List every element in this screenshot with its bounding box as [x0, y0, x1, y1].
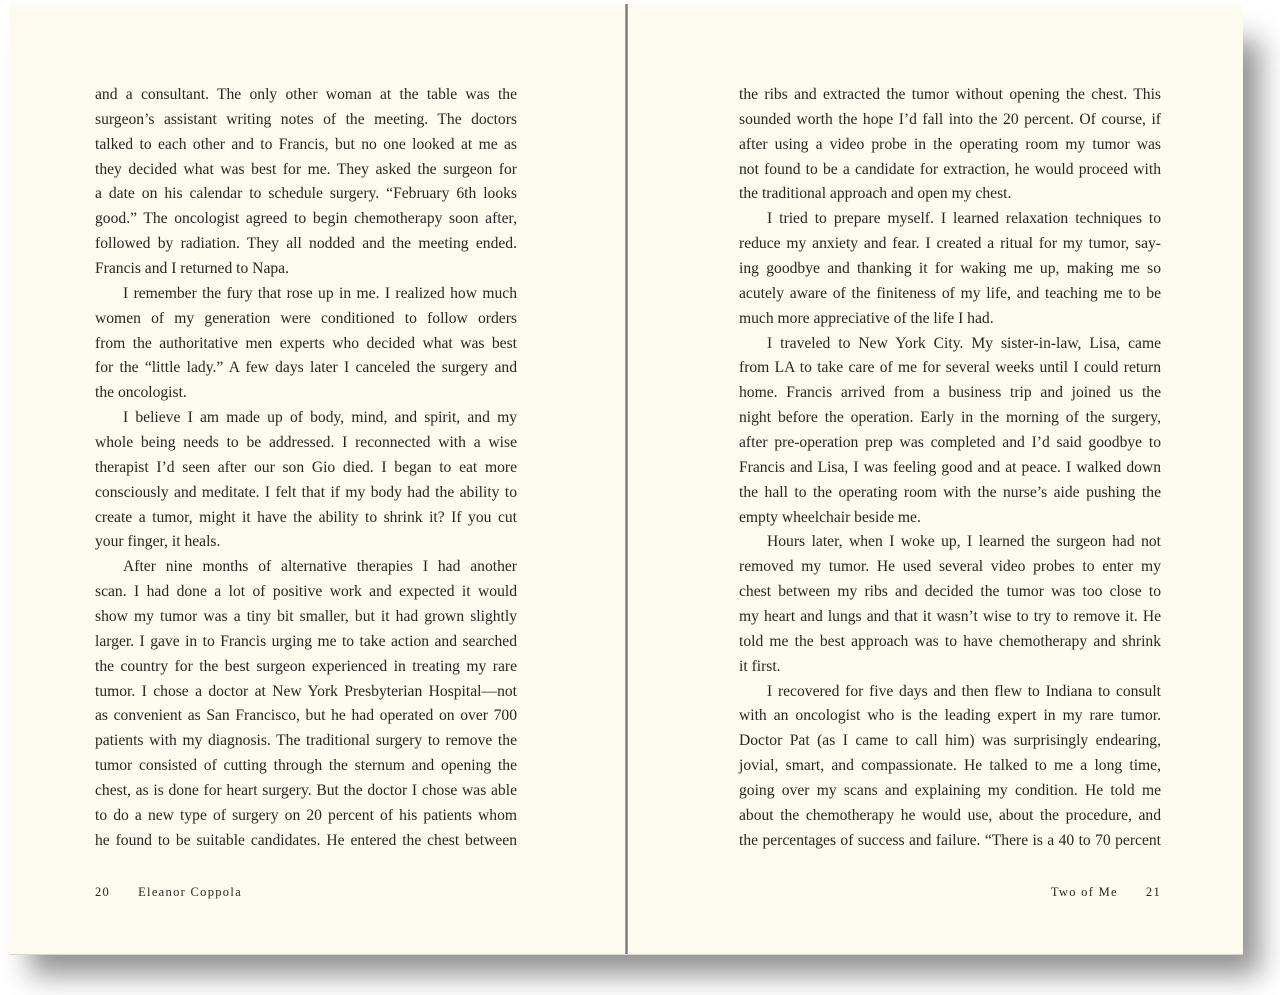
book-spine: [625, 4, 628, 954]
book-spread: [10, 4, 1243, 955]
text-line: about the chemotherapy he would use, about the procedure, and: [739, 806, 1161, 824]
text-line: women of my generation were conditioned to follow orders: [95, 309, 517, 327]
text-line: much more appreciative of the life I had.: [739, 309, 994, 327]
right-page: [629, 4, 1243, 954]
text-line: the ribs and extracted the tumor without opening the chest. This: [739, 86, 1161, 103]
text-line: after pre-operation prep was completed and I’d said goodbye to: [739, 434, 1161, 452]
text-line: not found to be a candidate for extraction, he would proceed with: [739, 160, 1161, 178]
text-line: going over my scans and explaining my condition. He told me: [739, 782, 1161, 800]
text-line: my heart and lungs and that it wasn’t wise to try to remove it. He: [739, 608, 1161, 626]
text-line: Francis and Lisa, I was feeling good and at peace. I walked down: [739, 458, 1161, 476]
text-line: Francis and I returned to Napa.: [95, 260, 289, 278]
text-line: he found to be suitable candidates. He entered the chest between: [95, 831, 517, 849]
text-line: your finger, it heals.: [95, 533, 221, 551]
text-line: from LA to take care of me for several weeks until I could return: [739, 359, 1161, 377]
text-line: I traveled to New York City. My sister-in-law, Lisa, came: [767, 334, 1161, 352]
text-line: larger. I gave in to Francis urging me to take action and searched: [95, 632, 517, 650]
text-line: with an oncologist who is the leading expert in my rare tumor.: [739, 707, 1161, 725]
text-line: create a tumor, might it have the ability to shrink it? If you cut: [95, 508, 517, 526]
text-line: the hall to the operating room with the nurse’s aide pushing the: [739, 483, 1161, 501]
text-line: Hours later, when I woke up, I learned the surgeon had not: [767, 533, 1161, 551]
text-line: consciously and meditate. I felt that if my body had the ability to: [95, 483, 517, 501]
text-line: tumor consisted of cutting through the sternum and opening the: [95, 757, 517, 775]
text-line: good.” The oncologist agreed to begin chemotherapy soon after,: [95, 210, 517, 228]
text-line: night before the operation. Early in the morning of the surgery,: [739, 409, 1161, 427]
text-line: from the authoritative men experts who decided what was best: [95, 334, 517, 352]
text-line: show my tumor was a tiny bit smaller, but it had grown slightly: [95, 608, 517, 626]
text-line: I tried to prepare myself. I learned relaxation techniques to: [767, 210, 1161, 228]
right-page-body: [739, 83, 1161, 854]
text-line: patients with my diagnosis. The traditional surgery to remove the: [95, 732, 517, 750]
text-line: as convenient as San Francisco, but he had operated on over 700: [95, 707, 517, 725]
left-page-body: [95, 83, 517, 854]
right-running-head: Two of Me: [1050, 885, 1118, 899]
text-line: reduce my anxiety and fear. I created a ritual for my tumor, say-: [739, 235, 1161, 253]
text-line: scan. I had done a lot of positive work and expected it would: [95, 583, 517, 601]
text-line: acutely aware of the finiteness of my life, and teaching me to be: [739, 284, 1161, 302]
text-line: they decided what was best for me. They asked the surgeon for: [95, 160, 517, 178]
text-line: empty wheelchair beside me.: [739, 508, 921, 526]
text-line: I recovered for five days and then flew to Indiana to consult: [767, 682, 1161, 700]
text-line: therapist I’d seen after our son Gio died. I began to eat more: [95, 458, 517, 476]
left-page-number: 20: [95, 885, 111, 899]
text-line: I believe I am made up of body, mind, and spirit, and my: [123, 409, 517, 427]
text-line: the traditional approach and open my chest.: [739, 185, 1012, 203]
text-line: to do a new type of surgery on 20 percent of his patients whom: [95, 806, 517, 824]
text-line: the percentages of success and failure. “There is a 40 to 70 percent: [739, 831, 1161, 849]
text-line: sounded worth the hope I’d fall into the 20 percent. Of course, if: [739, 110, 1161, 128]
left-page: [10, 4, 626, 954]
text-line: home. Francis arrived from a business trip and joined us the: [739, 384, 1161, 402]
text-line: for the “little lady.” A few days later I canceled the surgery and: [95, 359, 517, 377]
text-line: talked to each other and to Francis, but no one looked at me as: [95, 135, 517, 153]
text-line: tumor. I chose a doctor at New York Presbyterian Hospital—not: [95, 682, 517, 700]
left-running-head: Eleanor Coppola: [138, 885, 242, 899]
right-page-number: 21: [1145, 885, 1161, 899]
text-line: jovial, smart, and compassionate. He talked to me a long time,: [739, 757, 1161, 775]
text-line: chest between my ribs and decided the tumor was too close to: [739, 583, 1161, 601]
text-line: I remember the fury that rose up in me. I realized how much: [123, 284, 517, 302]
text-line: Doctor Pat (as I came to call him) was surprisingly endearing,: [739, 732, 1161, 750]
text-line: After nine months of alternative therapies I had another: [123, 558, 517, 576]
text-line: told me the best approach was to have chemotherapy and shrink: [739, 632, 1161, 650]
text-line: followed by radiation. They all nodded and the meeting ended.: [95, 235, 517, 253]
text-line: after using a video probe in the operating room my tumor was: [739, 135, 1161, 153]
right-page-footer: [1051, 885, 1161, 900]
text-line: whole being needs to be addressed. I reconnected with a wise: [95, 434, 517, 452]
text-line: the oncologist.: [95, 384, 187, 402]
text-line: surgeon’s assistant writing notes of the meeting. The doctors: [95, 110, 517, 128]
text-line: removed my tumor. He used several video probes to enter my: [739, 558, 1161, 576]
text-line: chest, as is done for heart surgery. But the doctor I chose was able: [95, 782, 517, 800]
text-line: ing goodbye and thanking it for waking me up, making me so: [739, 260, 1161, 278]
text-line: and a consultant. The only other woman at the table was the: [95, 86, 517, 103]
left-page-footer: [95, 885, 242, 900]
text-line: a date on his calendar to schedule surgery. “February 6th looks: [95, 185, 517, 203]
text-line: it first.: [739, 657, 781, 675]
text-line: the country for the best surgeon experienced in treating my rare: [95, 657, 517, 675]
